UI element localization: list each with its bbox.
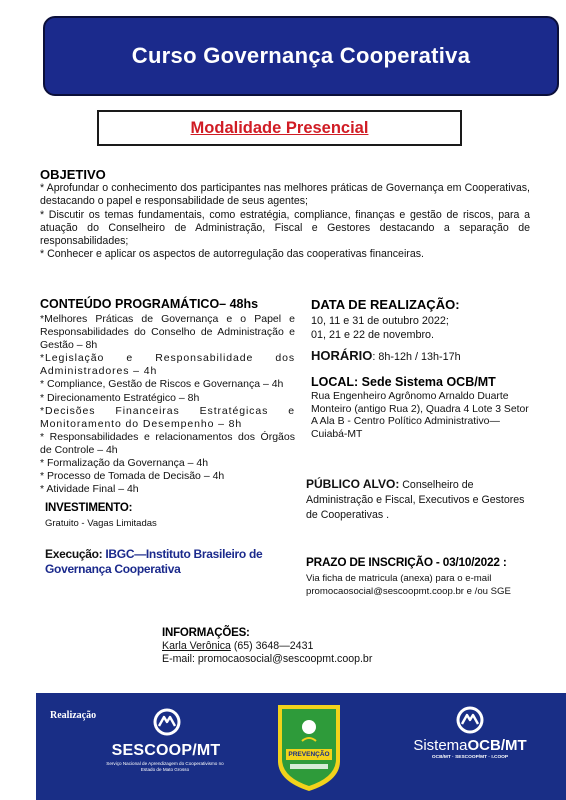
objetivo-item: * Aprofundar o conhecimento dos participantes nas melhores práticas de Governança em Cooperativas, destacando o papel e responsabilidade de seus agentes; (40, 182, 530, 208)
investimento-text: Gratuito - Vagas Limitadas (45, 518, 157, 529)
footer-band (36, 693, 566, 800)
prazo-section (306, 555, 546, 598)
prazo-email[interactable]: promocaosocial@sescoopmt.coop.br e /ou SGE (306, 585, 511, 597)
publico-value: Conselheiro de Administração e Fiscal, Executivos e Gestores de Cooperativas . (306, 479, 525, 521)
programa-item: * Processo de Tomada de Decisão – 4h (40, 470, 225, 483)
investimento-heading: INVESTIMENTO: (45, 502, 133, 514)
contact-phone: (65) 3648—2431 (230, 640, 314, 652)
publico-label: PÚBLICO ALVO: (306, 477, 400, 491)
programa-item: *Melhores Práticas de Governança e o Papel e Responsabilidades do Conselho de Administração e Gestão – 8h (40, 313, 295, 352)
contact-name-link[interactable]: Karla Verônica (162, 640, 231, 652)
programa-item: * Responsabilidades e relacionamentos dos Órgãos de Controle – 4h (40, 430, 295, 456)
prevencao-badge-icon (270, 701, 348, 793)
data-line: 10, 11 e 31 de outubro 2022; (311, 315, 449, 327)
modality-label: Modalidade Presencial (190, 118, 369, 137)
title-banner (43, 16, 559, 96)
programa-item: * Atividade Final – 4h (40, 483, 139, 496)
programa-item: * Direcionamento Estratégico – 8h (40, 391, 200, 404)
ocb-logo-icon (455, 705, 485, 735)
ocb-name (390, 737, 550, 754)
informacoes-section (162, 627, 422, 666)
investimento-section (45, 502, 295, 530)
prazo-line: Via ficha de matricula (anexa) para o e-mail (306, 573, 492, 584)
horario-value: : 8h-12h / 13h-17h (372, 351, 461, 363)
sescoop-subtitle: Serviço Nacional de Aprendizagem do Cooperativismo no Estado de Mato Grosso (106, 761, 224, 772)
local-address: Rua Engenheiro Agrônomo Arnaldo Duarte Monteiro (antigo Rua 2), Quadra 4 Lote 3 Setor A Ala B - Centro Político Administrativo—Cuiabá-MT (311, 391, 529, 441)
execucao-section (45, 547, 285, 577)
sescoop-name: SESCOOP/MT (111, 742, 221, 759)
objetivo-heading: OBJETIVO (40, 167, 106, 182)
informacoes-heading: INFORMAÇÕES: (162, 627, 250, 639)
ocb-prefix: Sistema (413, 737, 468, 754)
ocb-subtitle: OCB/MT · SESCOOP/MT · I.COOP (431, 755, 509, 760)
programa-item: * Compliance, Gestão de Riscos e Governança – 4h (40, 378, 284, 391)
horario-section (311, 348, 461, 363)
page-title: Curso Governança Cooperativa (131, 43, 471, 68)
prazo-heading: PRAZO DE INSCRIÇÃO - 03/10/2022 : (306, 555, 507, 569)
execucao-label: Execução: (45, 547, 103, 561)
modality-box (97, 110, 462, 146)
data-heading: DATA DE REALIZAÇÃO: (311, 297, 460, 312)
horario-label: HORÁRIO (311, 348, 373, 363)
realizacao-label: Realização (50, 710, 97, 721)
local-heading: LOCAL: Sede Sistema OCB/MT (311, 375, 496, 389)
sescoop-logo-icon (152, 707, 182, 737)
execucao-value: IBGC—Instituto Brasileiro de Governança Cooperativa (45, 547, 263, 576)
data-section (311, 297, 531, 342)
objetivo-item: * Conhecer e aplicar os aspectos de autorregulação das cooperativas financeiras. (40, 248, 424, 261)
prevencao-badge-label: PREVENÇÃO (288, 751, 330, 758)
programa-item: *Decisões Financeiras Estratégicas e Monitoramento do Desempenho – 8h (40, 404, 295, 430)
programa-section (40, 297, 295, 496)
publico-section (306, 477, 536, 523)
programa-heading: CONTEÚDO PROGRAMÁTICO– 48hs (40, 297, 259, 311)
programa-item: * Formalização da Governança – 4h (40, 457, 209, 470)
local-section (311, 375, 536, 442)
contact-email[interactable]: E-mail: promocaosocial@sescoopmt.coop.br (162, 653, 373, 665)
ocb-suffix: OCB/MT (467, 737, 527, 754)
programa-item: *Legislação e Responsabilidade dos Administradores – 4h (40, 352, 295, 378)
objetivo-item: * Discutir os temas fundamentais, como estratégia, compliance, finanças e gestão de riscos, para a atuação do Conselheiro de Administração, Fiscal e Gestores destacando a separação de responsabilidades; (40, 208, 530, 248)
data-line: 01, 21 e 22 de novembro. (311, 328, 435, 341)
objetivo-section (40, 167, 530, 262)
